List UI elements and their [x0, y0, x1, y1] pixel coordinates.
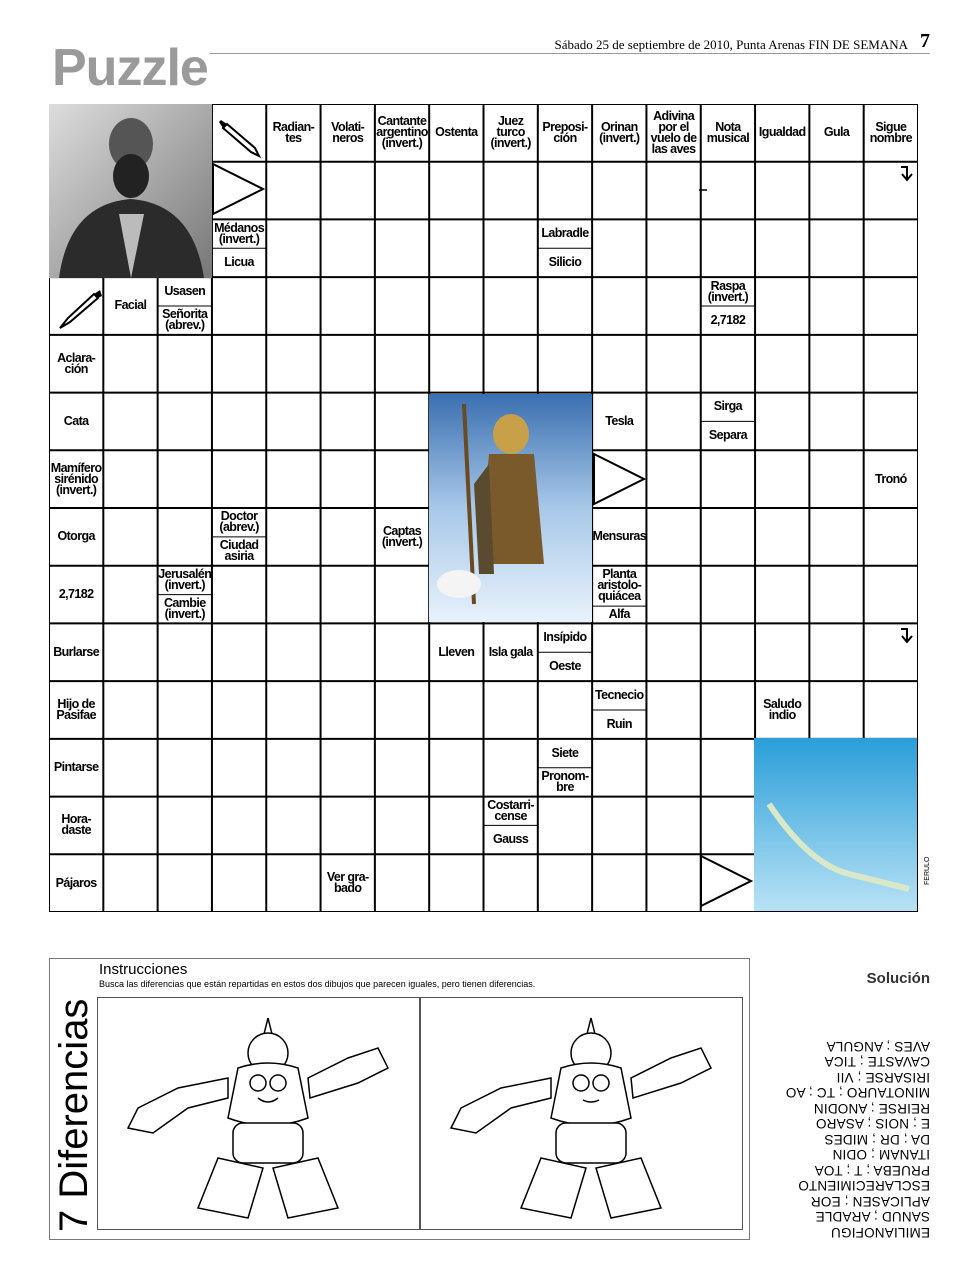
- robot-drawing: [98, 998, 419, 1229]
- clue-nota: Nota musical: [706, 119, 750, 145]
- solution-line: ESCLARECIMIENTO: [798, 1178, 930, 1194]
- robot-drawing: [421, 998, 742, 1229]
- clue-senorita: Señorita (abrev.): [162, 307, 208, 333]
- turn-arrow-icon: [901, 167, 912, 180]
- clue-pintarse: Pintarse: [53, 760, 99, 775]
- header-rule: [210, 53, 930, 54]
- clue-captas: Captas (invert.): [381, 523, 423, 549]
- drawing-panel-left: [97, 997, 420, 1230]
- solution-line: EMILIANOFIGU: [830, 1225, 930, 1240]
- clue-pajaros: Pájaros: [55, 875, 97, 890]
- arrow-triangle: [701, 856, 751, 906]
- clue-ostenta: Ostenta: [435, 125, 478, 140]
- page-title: Puzzle: [52, 39, 208, 97]
- solution-line: CAVASTE ; TICA: [824, 1054, 930, 1070]
- clue-medanos: Médanos (invert.): [214, 220, 265, 246]
- clue-adivina: Adivina por el vuelo de las aves: [650, 108, 697, 156]
- turn-arrow-icon: [901, 629, 912, 642]
- clue-mamifero: Mamífero sirénido (invert.): [50, 460, 102, 497]
- solution-line: ITANAM ; ODIN: [832, 1147, 930, 1163]
- clue-tecnecio: Tecnecio: [595, 688, 644, 703]
- solution-line: REIRSE ; ANODIN: [813, 1101, 930, 1116]
- clue-raspa: Raspa (invert.): [707, 278, 749, 304]
- clue-ruin: Ruin: [606, 716, 632, 731]
- clue-pronombre: Pronom- bre: [541, 769, 589, 795]
- clue-alfa: Alfa: [608, 607, 630, 622]
- clue-hijo: Hijo de Pasifae: [56, 696, 96, 722]
- clue-horadaste: Hora- daste: [61, 812, 91, 838]
- clue-isla: Isla gala: [488, 644, 533, 659]
- differences-title: 7 Diferencias: [52, 998, 96, 1232]
- clue-facial: Facial: [114, 298, 147, 313]
- clue-costarricense: Costarri- cense: [487, 797, 534, 823]
- clue-lleven: Lleven: [438, 644, 475, 659]
- clue-e1: 2,7182: [710, 312, 746, 327]
- solution-line: MINOTAURO ; TC ; AO: [785, 1085, 930, 1101]
- crossword-grid: [49, 104, 918, 912]
- clue-radiantes: Radian- tes: [272, 119, 315, 145]
- clue-licua: Licua: [224, 255, 254, 270]
- clue-planta: Planta aristolo- quiácea: [597, 567, 642, 604]
- clue-usasen: Usasen: [164, 284, 206, 299]
- clue-tesla: Tesla: [605, 413, 634, 428]
- arrow-triangle: [594, 454, 644, 504]
- clue-trono: Tronó: [874, 471, 907, 486]
- clue-cata: Cata: [63, 413, 89, 428]
- solution-line: IRISARSE ; VII: [836, 1070, 930, 1085]
- clue-volatineros: Volati- neros: [331, 119, 365, 145]
- page-number: 7: [920, 30, 930, 52]
- clue-separa: Separa: [708, 428, 747, 443]
- clue-orinan: Orinan (invert.): [599, 119, 640, 145]
- clue-sirga: Sirga: [713, 399, 743, 414]
- solution-text: [760, 1030, 930, 1240]
- clue-oeste: Oeste: [549, 659, 581, 674]
- grid-lines: [49, 104, 918, 912]
- drawing-panel-right: [420, 997, 743, 1230]
- solution-line: DA ; DR ; MIDES: [824, 1132, 930, 1147]
- clue-silicio: Silicio: [548, 255, 582, 270]
- clue-insipido: Insípido: [543, 630, 587, 645]
- solution-line: PRUEBA ; T ; TOA: [814, 1163, 930, 1178]
- clue-cantante: Cantante argentino (invert.): [376, 114, 428, 151]
- solution-line: AVES ; ANGULA: [826, 1039, 930, 1054]
- clue-preposicion: Preposi- ción: [542, 119, 588, 145]
- clue-gula: Gula: [823, 125, 850, 140]
- dateline: [555, 37, 908, 53]
- clue-siete: Siete: [551, 745, 579, 760]
- clue-burlarse: Burlarse: [53, 644, 100, 659]
- clue-otorga: Otorga: [57, 529, 95, 544]
- credit: FERULO: [924, 856, 931, 885]
- clue-saludo: Saludo indio: [763, 696, 802, 722]
- clue-cambie: Cambie (invert.): [164, 595, 206, 621]
- clue-vergrabado: Ver gra- bado: [326, 870, 369, 896]
- clue-aclaracion: Aclara- ción: [57, 350, 96, 376]
- solution-line: APLICASEN ; EOR: [810, 1194, 930, 1209]
- solution-title: Solución: [866, 970, 930, 987]
- solution-line: SANUD ; ARADLE: [815, 1209, 930, 1225]
- dateline-date: Sábado 25 de septiembre de 2010, Punta Arenas: [554, 37, 806, 52]
- portrait-photo: [49, 104, 212, 278]
- arrow-triangle: [213, 164, 263, 214]
- clue-igualdad: Igualdad: [758, 125, 806, 140]
- instructions-text: Busca las diferencias que están repartidas en estos dos dibujos que parecen iguales, pero tienen diferencias.: [99, 979, 536, 989]
- viking-illustration: [429, 394, 592, 622]
- eel-photo: [754, 738, 917, 911]
- instructions-title: Instrucciones: [99, 961, 188, 978]
- clue-ciudad: Ciudad asiria: [219, 538, 259, 564]
- solution-line: E ; NOIS ; ASARO: [815, 1116, 930, 1132]
- clue-e2: 2,7182: [58, 587, 94, 602]
- clue-gauss: Gauss: [493, 832, 529, 847]
- clue-mensuras: Mensuras: [592, 529, 647, 544]
- clue-doctor: Doctor (abrev.): [219, 509, 259, 535]
- clue-jerusalen: Jerusalén (invert.): [158, 567, 212, 593]
- clue-labradle: Labradle: [541, 226, 589, 241]
- clue-juez: Juez turco (invert.): [490, 114, 531, 151]
- dateline-section: FIN DE SEMANA: [808, 37, 908, 52]
- pen-icon: [219, 120, 259, 156]
- clue-sigue: Sigue nombre: [869, 119, 912, 145]
- pen-icon: [60, 290, 102, 328]
